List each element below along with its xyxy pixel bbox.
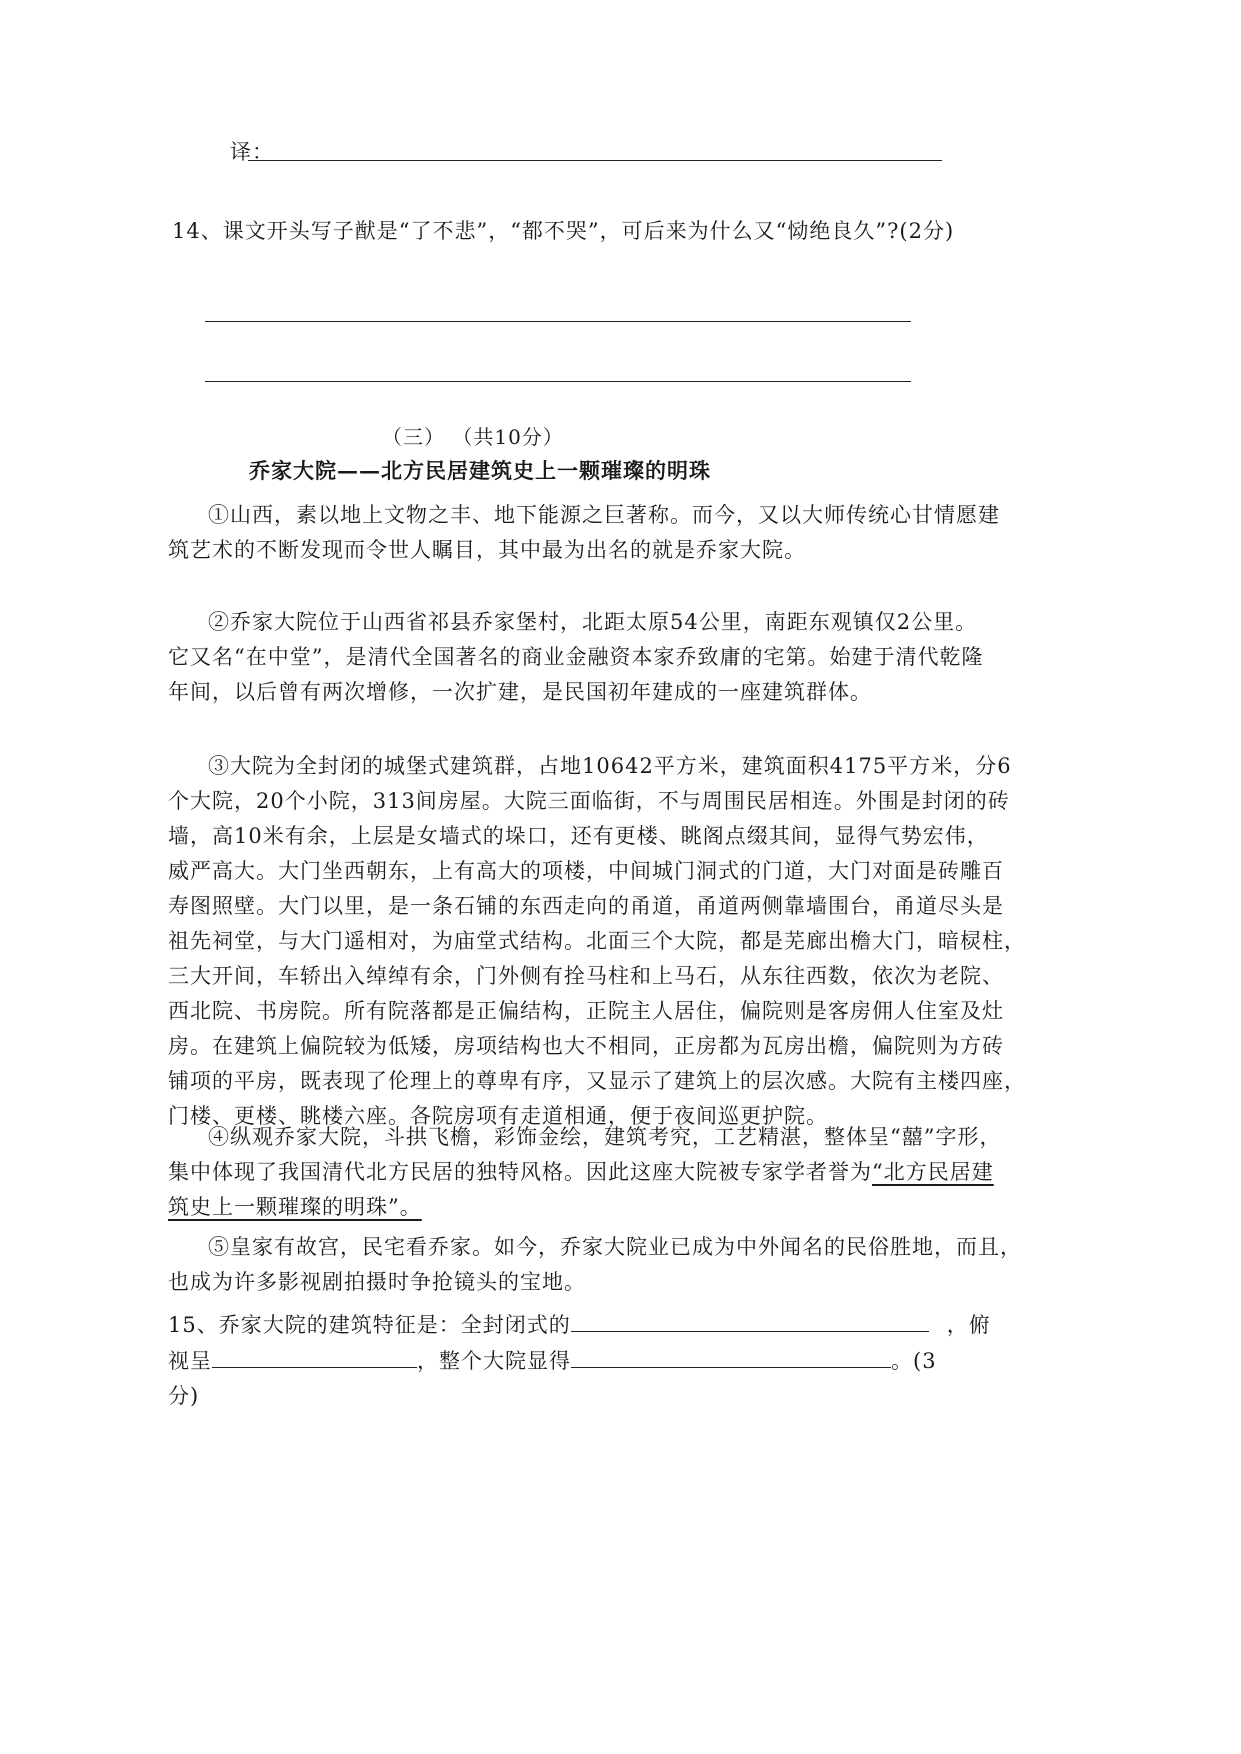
translate-answer-line[interactable]	[248, 160, 942, 161]
p5-line-2: 也成为许多影视剧拍摄时争抢镜头的宝地。	[168, 1270, 586, 1294]
p3-line-3: 墙，高10米有余，上层是女墙式的垛口，还有更楼、眺阁点缀其间，显得气势宏伟，	[168, 824, 989, 848]
paragraph-3	[168, 749, 1026, 1134]
q15-line-3: 分)	[168, 1384, 200, 1408]
article-title: 乔家大院——北方民居建筑史上一颗璀璨的明珠	[249, 458, 711, 483]
p3-line-1: ③大院为全封闭的城堡式建筑群，占地10642平方米，建筑面积4175平方米，分6	[208, 754, 1012, 778]
p4-line-3	[168, 1190, 1001, 1225]
q15-line-1	[168, 1307, 991, 1343]
p3-line-11: 门楼、更楼、眺楼六座。各院房项有走道相通，便于夜间巡更护院。	[168, 1104, 828, 1128]
p3-line-10: 铺项的平房，既表现了伦理上的尊卑有序，又显示了建筑上的层次感。大院有主楼四座，	[168, 1069, 1026, 1093]
p2-line-3: 年间，以后曾有两次增修，一次扩建，是民国初年建成的一座建筑群体。	[168, 680, 872, 704]
question-15	[168, 1307, 991, 1414]
p3-line-9: 房。在建筑上偏院较为低矮，房项结构也大不相同，正房都为瓦房出檐，偏院则为方砖	[168, 1034, 1004, 1058]
p4-line-1: ④纵观乔家大院，斗拱飞檐，彩饰金绘，建筑考究，工艺精湛，整体呈“囍”字形，	[208, 1125, 1002, 1149]
p4-line-2	[168, 1155, 1001, 1190]
q14-answer-line-2[interactable]	[205, 381, 911, 382]
translate-label: 译：	[230, 140, 274, 164]
p4-line-2-text: 集中体现了我国清代北方民居的独特风格。因此这座大院被专家学者誉为	[168, 1160, 872, 1184]
question-14: 14、课文开头写子猷是“了不悲”，“都不哭”，可后来为什么又“恸绝良久”?(2分)	[172, 219, 955, 243]
q15-blank-1[interactable]	[571, 1307, 929, 1332]
q15-text-2: ，俯	[946, 1313, 991, 1337]
paragraph-5	[168, 1230, 1022, 1300]
p5-line-1: ⑤皇家有故宫，民宅看乔家。如今，乔家大院业已成为中外闻名的民俗胜地，而且，	[208, 1235, 1022, 1259]
section-header: （三） （共10分）	[382, 425, 564, 449]
p1-line-2: 筑艺术的不断发现而令世人瞩目，其中最为出名的就是乔家大院。	[168, 538, 806, 562]
p3-line-6: 祖先祠堂，与大门遥相对，为庙堂式结构。北面三个大院，都是芜廊出檐大门，暗棂柱，	[168, 929, 1026, 953]
paragraph-1	[168, 498, 1000, 568]
paragraph-4	[168, 1120, 1001, 1225]
p2-line-1: ②乔家大院位于山西省祁县乔家堡村，北距太原54公里，南距东观镇仅2公里。	[208, 610, 978, 634]
p3-line-5: 寿图照壁。大门以里，是一条石铺的东西走向的甬道，甬道两侧靠墙围台，甬道尽头是	[168, 894, 1004, 918]
p2-line-2: 它又名“在中堂”，是清代全国著名的商业金融资本家乔致庸的宅第。始建于清代乾隆	[168, 645, 984, 669]
q15-text-1: 15、乔家大院的建筑特征是：全封闭式的	[168, 1313, 571, 1337]
q15-blank-3[interactable]	[571, 1343, 891, 1368]
q15-text-5: 。(3	[891, 1349, 937, 1373]
p3-line-8: 西北院、书房院。所有院落都是正偏结构，正院主人居住，偏院则是客房佣人住室及灶	[168, 999, 1004, 1023]
p1-line-1: ①山西，素以地上文物之丰、地下能源之巨著称。而今，又以大师传统心甘情愿建	[208, 503, 1000, 527]
p3-line-2: 个大院，20个小院，313间房屋。大院三面临街，不与周围民居相连。外围是封闭的砖	[168, 789, 1010, 813]
q15-blank-2[interactable]	[212, 1343, 417, 1368]
q15-text-3: 视呈	[168, 1349, 212, 1373]
q15-line-2	[168, 1343, 991, 1379]
p4-underlined-phrase-end: 筑史上一颗璀璨的明珠”。	[168, 1195, 422, 1219]
p4-underlined-phrase-start: “北方民居建	[872, 1160, 994, 1184]
q14-answer-line-1[interactable]	[205, 321, 911, 322]
q15-text-4: ，整个大院显得	[417, 1349, 571, 1373]
p3-line-7: 三大开间，车轿出入绰绰有余，门外侧有拴马柱和上马石，从东往西数，依次为老院、	[168, 964, 1004, 988]
paragraph-2	[168, 605, 983, 710]
p3-line-4: 威严高大。大门坐西朝东，上有高大的项楼，中间城门洞式的门道，大门对面是砖雕百	[168, 859, 1004, 883]
